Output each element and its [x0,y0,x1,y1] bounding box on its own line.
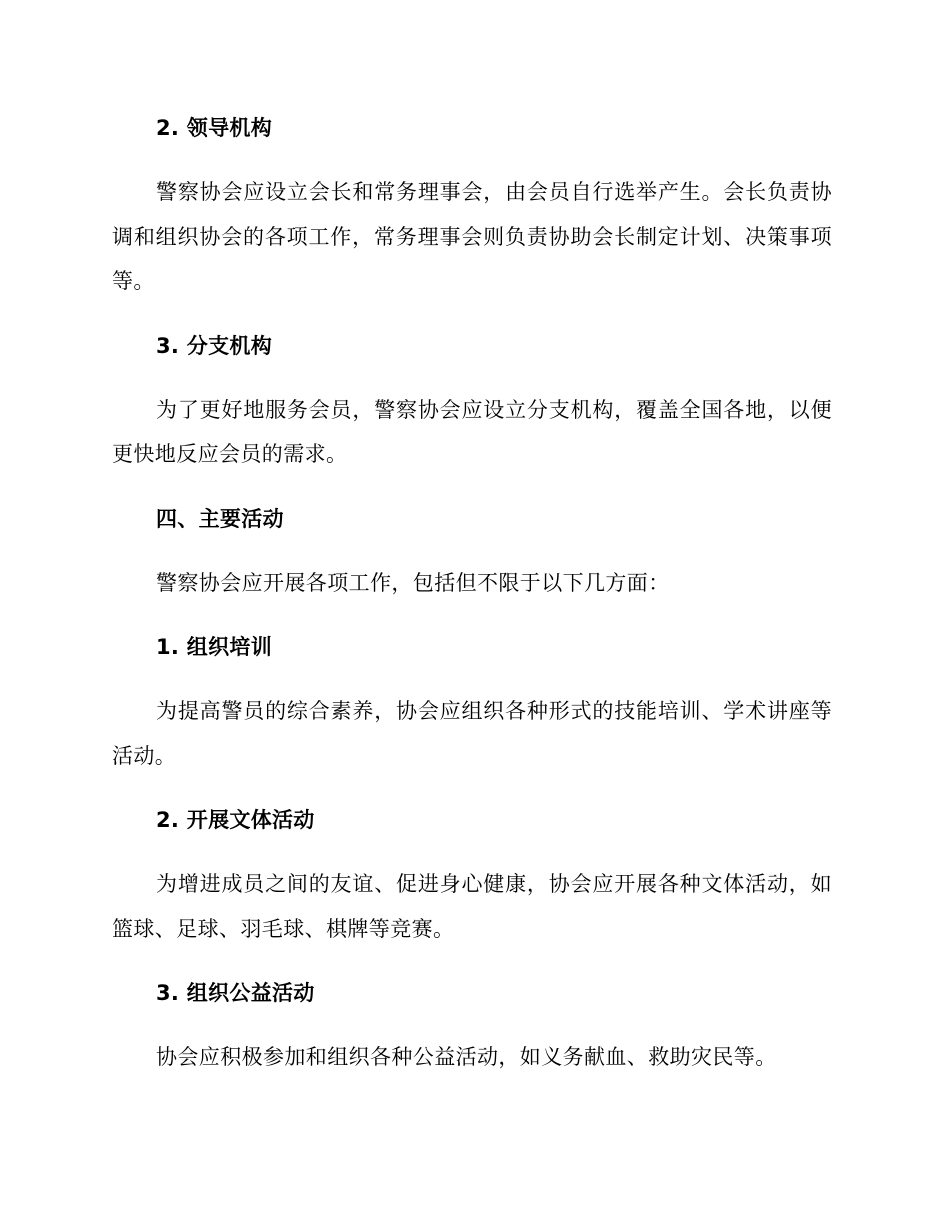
paragraph-main-activities: 警察协会应开展各项工作，包括但不限于以下几方面： [156,570,670,595]
paragraph-cultural-sports: 为增进成员之间的友谊、促进身心健康，协会应开展各种文体活动，如篮球、足球、羽毛球、棋牌等竞赛。 [112,872,832,941]
section-heading-training: 1. 组织培训 [156,635,272,659]
paragraph-public-welfare: 协会应积极参加和组织各种公益活动，如义务献血、救助灾民等。 [156,1045,777,1069]
paragraph-training: 为提高警员的综合素养，协会应组织各种形式的技能培训、学术讲座等活动。 [112,699,832,768]
section-heading-cultural-sports: 2. 开展文体活动 [156,808,315,832]
paragraph-leadership: 警察协会应设立会长和常务理事会，由会员自行选举产生。会长负责协调和组织协会的各项工作，常务理事会则负责协助会长制定计划、决策事项等。 [112,180,832,293]
section-heading-branches: 3. 分支机构 [156,333,272,358]
section-heading-public-welfare: 3. 组织公益活动 [156,981,315,1005]
paragraph-branches: 为了更好地服务会员，警察协会应设立分支机构，覆盖全国各地，以便更快地反应会员的需求。 [112,397,832,466]
section-heading-main-activities: 四、主要活动 [156,506,284,531]
document-body [112,112,832,1080]
section-heading-leadership: 2. 领导机构 [156,116,272,140]
